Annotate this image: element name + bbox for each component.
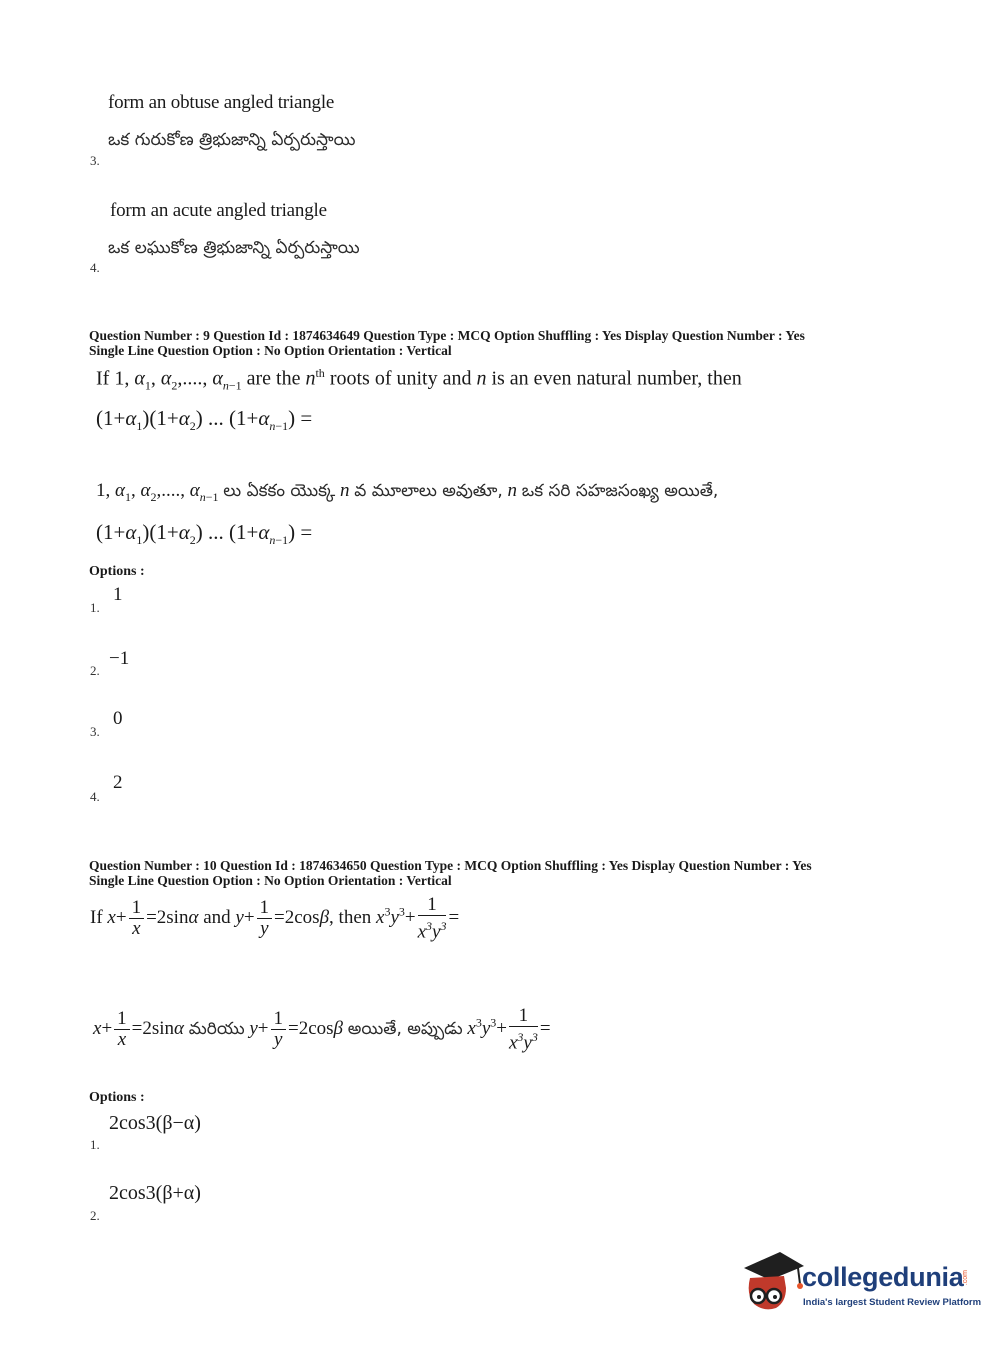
q10-options-label: Options : [89,1090,145,1105]
q9-option-4-number: 4. [90,789,100,804]
q9-english-text: If 1, $\alpha_1$, $\alpha_2$,...., $\alpha_{n-1}$ are the $n^{th}$ roots of unity and n is an even natural number, then [96,366,742,393]
q9-telugu-expression: $(1+\alpha_1)(1+\alpha_2)$ ... $(1+\alpha_{n-1})$ = [96,520,313,548]
q10-option-2-number: 2. [90,1208,100,1223]
prev-option-4-number: 4. [90,260,100,275]
prev-option-4-english: form an acute angled triangle [110,200,327,221]
logo-com: .com [962,1270,969,1286]
q10-telugu-text: x+ $\frac{1}{x}$ =2sinα మరియు y+ $\frac{1}{y}$ =2cosβ అయితే, అప్పుడు $x^3y^3+$ $\frac{1}{x^3y^3}$ = [93,1005,551,1054]
q9-option-3-number: 3. [90,724,100,739]
q9-options-label: Options : [89,564,145,579]
q9-option-2-value[interactable]: −1 [109,648,130,669]
q9-option-3-value[interactable]: 0 [113,708,123,729]
prev-option-3-english: form an obtuse angled triangle [108,92,335,113]
q9-meta-line1: Question Number : 9 Question Id : 1874634649 Question Type : MCQ Option Shuffling : Yes Display Question Number : Yes [89,328,805,343]
q10-meta-line2: Single Line Question Option : No Option Orientation : Vertical [89,873,452,888]
q9-option-1-value[interactable]: 1 [113,584,123,605]
q9-option-2-number: 2. [90,663,100,678]
prev-option-3-telugu: ఒక గురుకోణ త్రిభుజాన్ని ఏర్పరుస్తాయి [108,130,356,150]
q9-english-expression: $(1+\alpha_1)(1+\alpha_2)$ ... $(1+\alpha_{n-1})$ = [96,406,313,434]
logo-name: collegedunia [802,1262,964,1292]
q10-option-2-value[interactable]: 2cos3(β+α) [109,1182,201,1204]
q9-option-1-number: 1. [90,600,100,615]
q10-option-1-value[interactable]: 2cos3(β−α) [109,1112,201,1134]
prev-option-3-number: 3. [90,153,100,168]
collegedunia-mascot-icon [740,1248,806,1314]
q9-option-4-value[interactable]: 2 [113,772,123,793]
q9-meta-line2: Single Line Question Option : No Option Orientation : Vertical [89,343,452,358]
prev-option-4-telugu: ఒక లఘుకోణ త్రిభుజాన్ని ఏర్పరుస్తాయి [108,238,360,258]
q10-meta-line1: Question Number : 10 Question Id : 1874634650 Question Type : MCQ Option Shuffling : Yes Display Question Number : Yes [89,858,812,873]
q9-telugu-text: 1, $\alpha_1$, $\alpha_2$,...., $\alpha_{n-1}$ లు ఏకకం యొక్క n వ మూలాలు అవుతూ, n ఒక సరి సహజసంఖ్య అయితే, [96,480,719,504]
logo-tagline: India's largest Student Review Platform [803,1297,982,1308]
q10-option-1-number: 1. [90,1137,100,1152]
q10-english-text: If x+ $\frac{1}{x}$ =2sinα and y+ $\frac{1}{y}$ =2cosβ, then $x^3y^3+$ $\frac{1}{x^3y^3}$ = [90,894,460,943]
